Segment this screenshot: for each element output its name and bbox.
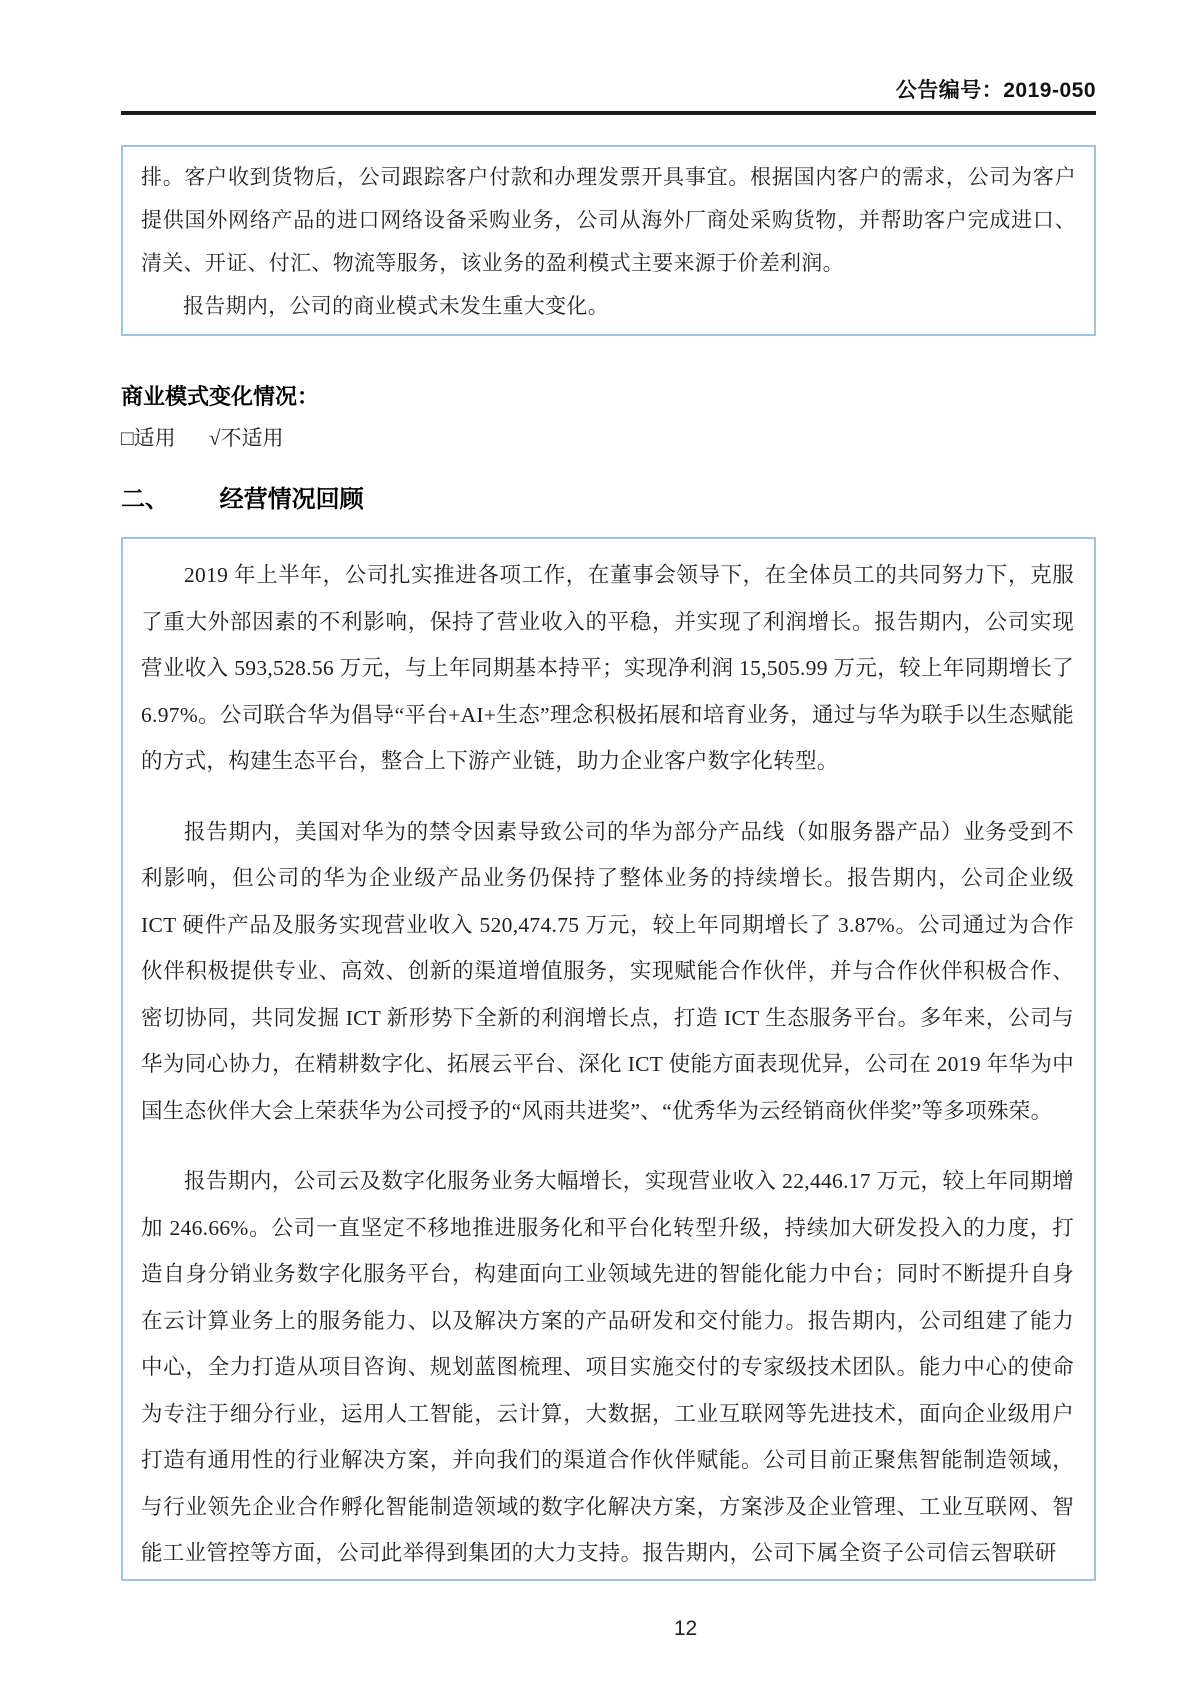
applicability-options	[121, 422, 1096, 452]
operations-paragraph: 2019 年上半年，公司扎实推进各项工作，在董事会领导下，在全体员工的共同努力下，克服了重大外部因素的不利影响，保持了营业收入的平稳，并实现了利润增长。报告期内，公司实现营业收入 593,528.56 万元，与上年同期基本持平；实现净利润 15,505.99 万元，较上年同期增长了 6.97%。公司联合华为倡导“平台+AI+生态”理念积极拓展和培育业务，通过与华为联手以生态赋能的方式，构建生态平台，整合上下游产业链，助力企业客户数字化转型。	[141, 563, 1074, 773]
option-not-applicable: √不适用	[208, 426, 284, 450]
operations-paragraph: 报告期内，公司云及数字化服务业务大幅增长，实现营业收入 22,446.17 万元，较上年同期增加 246.66%。公司一直坚定不移地推进服务化和平台化转型升级，持续加大研发投入的力度，打造自身分销业务数字化服务平台，构建面向工业领域先进的智能化能力中台；同时不断提升自身在云计算业务上的服务能力、以及解决方案的产品研发和交付能力。报告期内，公司组建了能力中心，全力打造从项目咨询、规划蓝图梳理、项目实施交付的专家级技术团队。能力中心的使命为专注于细分行业，运用人工智能，云计算，大数据，工业互联网等先进技术，面向企业级用户打造有通用性的行业解决方案，并向我们的渠道合作伙伴赋能。公司目前正聚焦智能制造领域，与行业领先企业合作孵化智能制造领域的数字化解决方案，方案涉及企业管理、工业互联网、智能工业管控等方面，公司此举得到集团的大力支持。报告期内，公司下属全资子公司信云智联研	[141, 1169, 1074, 1565]
document-page	[121, 0, 1096, 1641]
business-model-paragraph: 报告期内，公司的商业模式未发生重大变化。	[183, 294, 609, 318]
announcement-number: 公告编号：2019-050	[895, 79, 1096, 102]
header-rule	[121, 111, 1096, 115]
business-model-change-label: 商业模式变化情况：	[121, 384, 320, 409]
page-number: 12	[673, 1616, 698, 1640]
operations-paragraph: 报告期内，美国对华为的禁令因素导致公司的华为部分产品线（如服务器产品）业务受到不利影响，但公司的华为企业级产品业务仍保持了整体业务的持续增长。报告期内，公司企业级 ICT 硬件产品及服务实现营业收入 520,474.75 万元，较上年同期增长了 3.87%。公司通过为合作伙伴积极提供专业、高效、创新的渠道增值服务，实现赋能合作伙伴，并与合作伙伴积极合作、密切协同，共同发掘 ICT 新形势下全新的利润增长点，打造 ICT 生态服务平台。多年来，公司与华为同心协力，在精耕数字化、拓展云平台、深化 ICT 使能方面表现优异，公司在 2019 年华为中国生态伙伴大会上荣获华为公司授予的“风雨共进奖”、“优秀华为云经销商伙伴奖”等多项殊荣。	[141, 819, 1074, 1123]
business-model-box	[121, 145, 1096, 336]
business-model-paragraph: 排。客户收到货物后，公司跟踪客户付款和办理发票开具事宜。根据国内客户的需求，公司为客户提供国外网络产品的进口网络设备采购业务，公司从海外厂商处采购货物，并帮助客户完成进口、清关、开证、付汇、物流等服务，该业务的盈利模式主要来源于价差利润。	[141, 165, 1076, 275]
section-heading-title: 经营情况回顾	[219, 486, 364, 513]
section-heading-number: 二、	[121, 486, 169, 513]
section-heading	[121, 479, 1096, 514]
operations-review-box	[121, 537, 1096, 1581]
option-applicable: □适用	[121, 426, 176, 450]
